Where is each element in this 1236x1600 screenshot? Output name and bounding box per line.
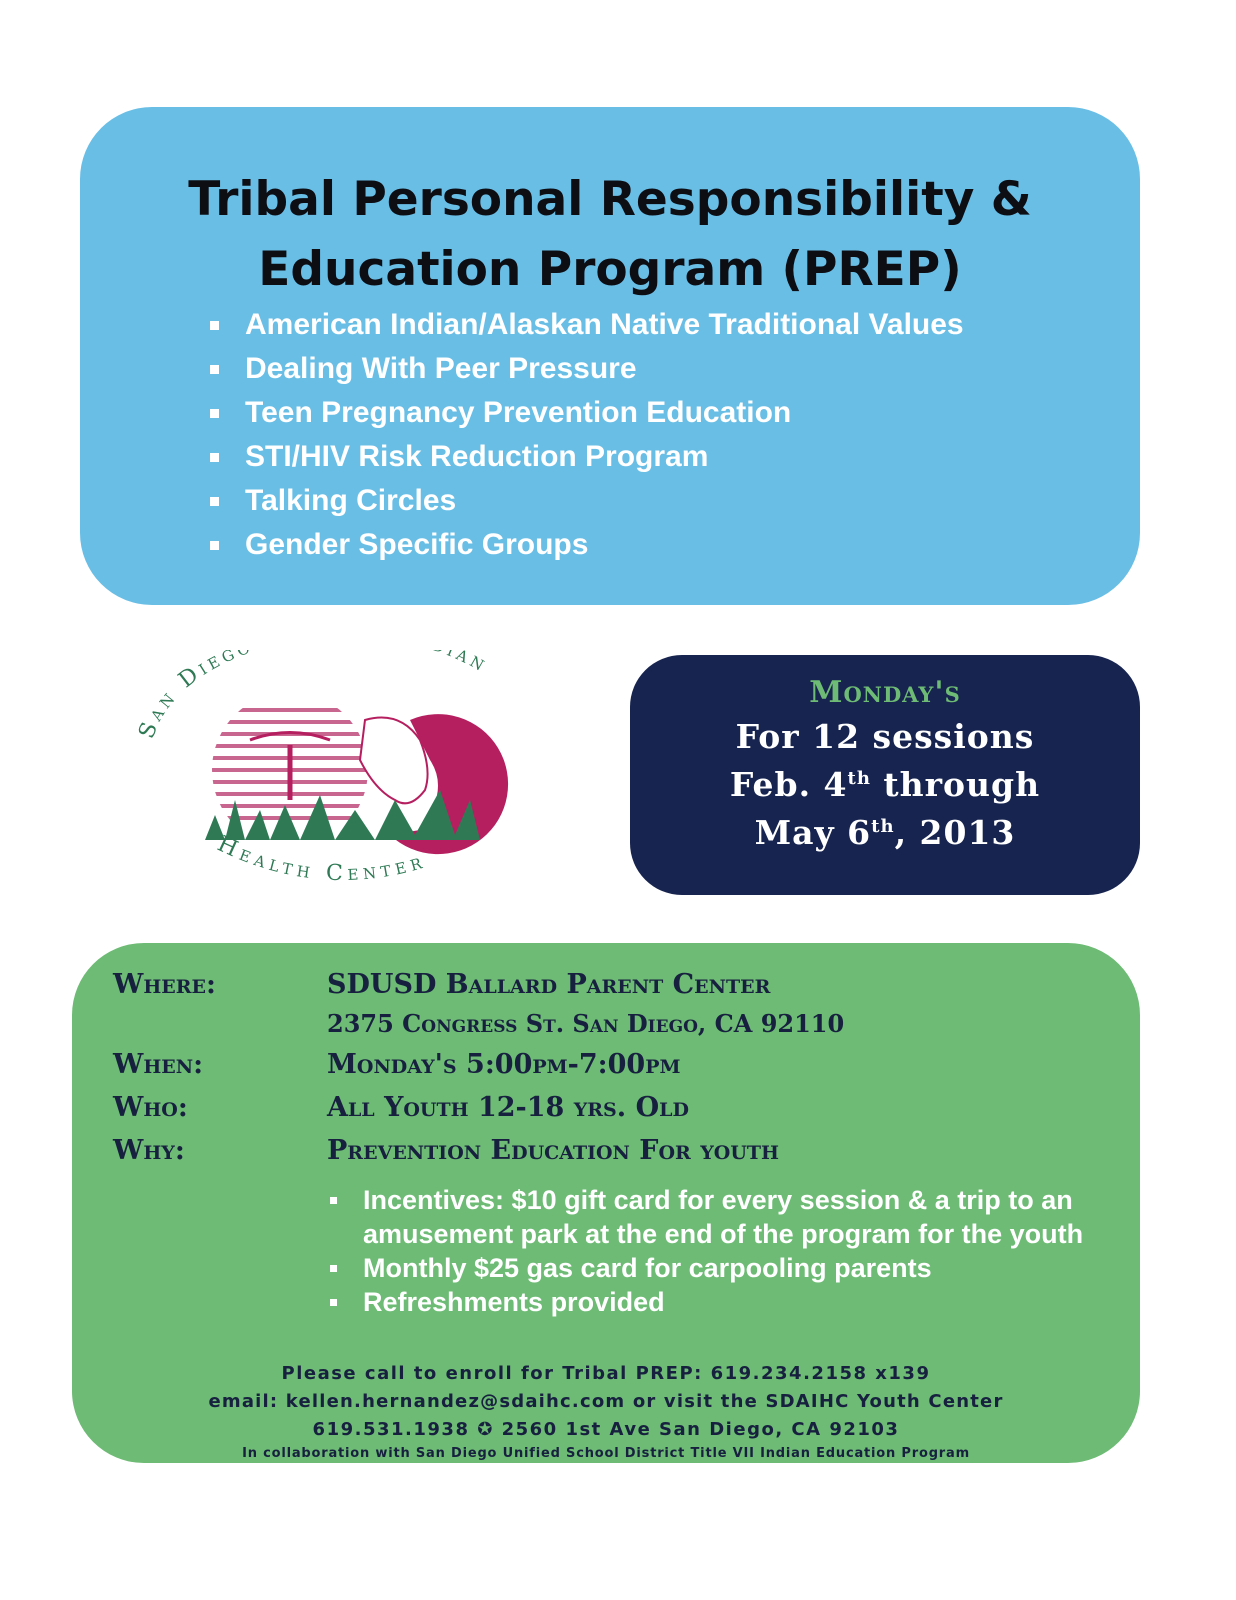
- collaboration-note: In collaboration with San Diego Unified School District Title VII Indian Education Program: [242, 1446, 970, 1461]
- youth-center-address: 619.531.1938 ✪ 2560 1st Ave San Diego, CA 92103: [312, 1419, 900, 1440]
- title-line-1: Tribal Personal Responsibility &: [188, 172, 1032, 227]
- details-panel: [72, 943, 1140, 1463]
- schedule-end: [630, 806, 1140, 854]
- schedule-panel: [630, 655, 1140, 895]
- start-date: Feb. 4: [729, 765, 848, 804]
- enroll-phone: Please call to enroll for Tribal PREP: 619.234.2158 x139: [281, 1363, 931, 1384]
- incentives-list: [330, 1183, 1090, 1319]
- end-suffix: th: [871, 816, 895, 837]
- through-text: through: [870, 765, 1041, 804]
- schedule-start: [630, 758, 1140, 806]
- list-item: Refreshments provided: [330, 1285, 1090, 1319]
- list-item: Gender Specific Groups: [210, 523, 964, 567]
- health-center-logo: [120, 650, 560, 900]
- list-item: Talking Circles: [210, 479, 964, 523]
- where-value: SDUSD Ballard Parent Center: [327, 969, 771, 1000]
- where-label: Where:: [113, 969, 216, 1000]
- end-year: , 2013: [894, 813, 1016, 852]
- schedule-day: Monday's: [809, 675, 961, 710]
- program-header-panel: [80, 107, 1140, 605]
- who-value: All Youth 12-18 yrs. Old: [327, 1092, 689, 1123]
- schedule-sessions: For 12 sessions: [735, 717, 1035, 756]
- list-item: STI/HIV Risk Reduction Program: [210, 435, 964, 479]
- who-label: Who:: [113, 1092, 188, 1123]
- end-date: May 6: [754, 813, 872, 852]
- list-item: Dealing With Peer Pressure: [210, 347, 964, 391]
- page-title: [80, 165, 1140, 305]
- list-item: Monthly $25 gas card for carpooling parents: [330, 1251, 1090, 1285]
- why-value: Prevention Education For youth: [327, 1135, 779, 1166]
- logo-bottom-text: Health Center: [213, 831, 430, 887]
- title-line-2: Education Program (PREP): [258, 242, 962, 297]
- when-label: When:: [113, 1049, 204, 1080]
- logo-top-text: San Dieg ian: [134, 650, 493, 743]
- list-item: American Indian/Alaskan Native Traditional Values: [210, 303, 964, 347]
- when-value: Monday's 5:00pm-7:00pm: [327, 1049, 681, 1080]
- list-item: Teen Pregnancy Prevention Education: [210, 391, 964, 435]
- start-suffix: th: [847, 768, 871, 789]
- why-label: Why:: [113, 1135, 185, 1166]
- enroll-email: email: kellen.hernandez@sdaihc.com or visit the SDAIHC Youth Center: [208, 1391, 1004, 1412]
- topic-list: [210, 303, 964, 567]
- list-item: Incentives: $10 gift card for every session & a trip to an amusement park at the end of the program for the youth: [330, 1183, 1090, 1251]
- where-address: 2375 Congress St. San Diego, CA 92110: [327, 1009, 845, 1038]
